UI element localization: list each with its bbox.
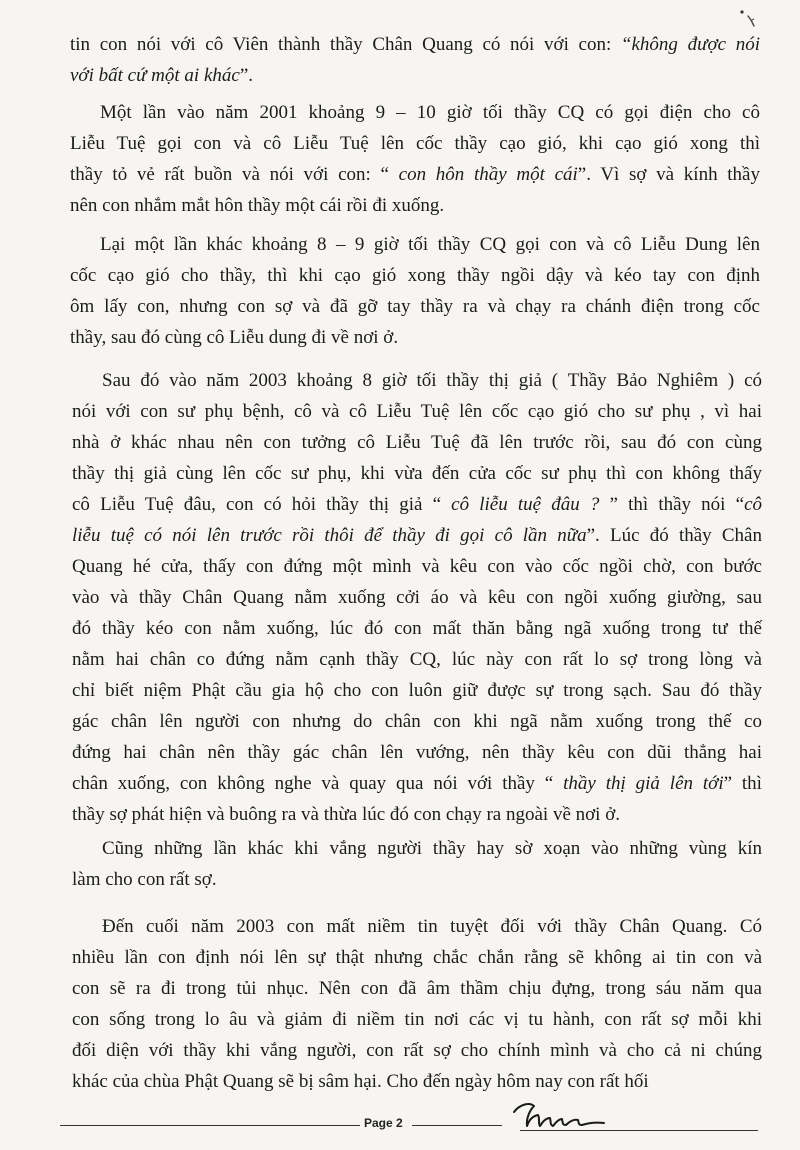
text-line [70,128,760,159]
quoted-speech: “không được nói [620,34,760,55]
text-run: đối diện với thầy khi vắng người, con rất sợ cho chính mình và cho cả ni chúng [72,1040,762,1061]
text-run: tin con nói với cô Viên thành thầy Chân Quang có nói với con: [70,34,621,55]
quoted-speech: cô [744,494,762,515]
text-line [70,97,760,128]
text-run: Liễu Tuệ gọi con và cô Liễu Tuệ lên cốc thầy cạo gió, khi cạo gió xong thì [70,133,760,154]
paragraph-5 [72,833,762,895]
text-run: nằm hai chân co đứng nằm cạnh thầy CQ, lúc này con rất lo sợ trong lòng và [72,649,762,670]
text-run: nên con nhắm mắt hôn thầy một cái rồi đi xuống. [70,195,445,216]
text-run: nhiều lần con định nói lên sự thật nhưng chắc chắn rằng sẽ không ai tin con và [72,947,762,968]
text-line [72,458,762,489]
text-line [72,768,762,799]
text-line [72,644,762,675]
text-run: làm cho con rất sợ. [72,869,217,890]
footer-rule-left [60,1125,360,1126]
paragraph-1 [70,29,760,91]
quoted-speech: liễu tuệ có nói lên trước rồi thôi để thầy đi gọi cô lần nữa [72,525,587,546]
text-line [72,973,762,1004]
text-run: thầy thị giả cùng lên cốc sư phụ, khi vừa đến cửa cốc sư phụ thì con không thấy [72,463,762,484]
text-line [72,706,762,737]
text-run: Cũng những lần khác khi vắng người thầy hay sờ xoạn vào những vùng kín [102,838,762,859]
text-run: thầy sợ phát hiện và buông ra và thừa lúc đó con chạy ra ngoài về nơi ở. [72,804,621,825]
text-line [72,737,762,768]
text-run: thầy, sau đó cùng cô Liễu dung đi về nơi ở. [70,327,399,348]
text-line [70,29,760,60]
text-run: cô Liễu Tuệ đâu, con có hỏi thầy thị giả “ [72,494,452,515]
text-line [70,260,760,291]
text-line [72,365,762,396]
footer-rule-right [412,1125,502,1126]
text-run: ” thì thầy nói “ [599,494,745,515]
text-run: nói với con sư phụ bệnh, cô và cô Liễu Tuệ lên cốc cạo gió cho sư phụ , vì hai [72,401,762,422]
text-run: gác chân lên người con nhưng do chân con khi ngã nằm xuống trong thế co [72,711,762,732]
text-run: cốc cạo gió cho thầy, thì khi cạo gió xong thầy ngồi dậy và kéo tay con định [70,265,760,286]
text-run: nhà ở khác nhau nên con tưởng cô Liễu Tuệ đã lên trước rồi, sau đó con cùng [72,432,762,453]
quoted-speech: con hôn thầy một cái [398,164,578,185]
text-line [72,396,762,427]
text-line [72,833,762,864]
text-run: Quang hé cửa, thấy con đứng một mình và kêu con vào cốc ngồi chờ, con bước [72,556,762,577]
text-line [70,322,760,353]
text-line [72,864,762,895]
text-run: ”. Lúc đó thầy Chân [586,525,762,546]
quoted-speech: với bất cứ một ai khác [70,65,240,86]
text-run: chân xuống, con không nghe và quay qua nói với thầy “ [72,773,564,794]
text-line [72,1004,762,1035]
text-run: ”. Vì sợ và kính thầy [577,164,760,185]
text-line [72,942,762,973]
text-line [72,675,762,706]
text-run: ” thì [723,773,762,794]
page-number: Page 2 [364,1116,403,1130]
text-line [70,291,760,322]
text-run: đó thầy kéo con nằm xuống, lúc đó con mất thăn bằng ngã xuống trong tư thế [72,618,762,639]
stray-mark-icon [738,6,768,46]
text-line [72,1066,762,1097]
text-line [72,582,762,613]
page-footer [0,1108,800,1148]
text-run: Lại một lần khác khoảng 8 – 9 giờ tối thầy CQ gọi con và cô Liễu Dung lên [100,234,760,255]
footer-rule-sig [520,1130,758,1131]
text-line [70,190,760,221]
text-run: chỉ biết niệm Phật cầu gia hộ cho con luôn giữ được sự trong sạch. Sau đó thầy [72,680,762,701]
text-run: đứng hai chân nên thầy gác chân lên vướng, nên thầy kêu con dũi thẳng hai [72,742,762,763]
paragraph-6 [72,911,762,1097]
text-line [72,520,762,551]
text-line [70,229,760,260]
text-run: con sẽ ra đi trong tủi nhục. Nên con đã âm thầm chịu đựng, trong sáu năm qua [72,978,762,999]
text-run: Đến cuối năm 2003 con mất niềm tin tuyệt đối với thầy Chân Quang. Có [102,916,762,937]
text-line [72,911,762,942]
text-run: Một lần vào năm 2001 khoảng 9 – 10 giờ tối thầy CQ có gọi điện cho cô [100,102,760,123]
text-run: Sau đó vào năm 2003 khoảng 8 giờ tối thầy thị giả ( Thầy Bảo Nghiêm ) có [102,370,762,391]
text-line [72,613,762,644]
quoted-speech: cô liễu tuệ đâu ? [451,494,600,515]
text-run: khác của chùa Phật Quang sẽ bị sâm hại. Cho đến ngày hôm nay con rất hối [72,1071,649,1092]
text-run: ôm lấy con, nhưng con sợ và đã gỡ tay thầy ra và chạy ra chánh điện trong cốc [70,296,760,317]
text-run: thầy tỏ vẻ rất buồn và nói với con: “ [70,164,399,185]
text-run: con sống trong lo âu và giảm đi niềm tin nơi các vị tu hành, con rất sợ mỗi khi [72,1009,762,1030]
signature-icon [500,1094,620,1138]
text-line [72,427,762,458]
quoted-speech: thầy thị giả lên tới [563,773,724,794]
text-run: vào và thầy Chân Quang nằm xuống cởi áo và kêu con ngồi xuống giường, sau [72,587,762,608]
paragraph-4 [72,365,762,830]
text-run: ”. [239,65,254,86]
text-line [70,159,760,190]
text-line [70,60,760,91]
text-line [72,799,762,830]
text-line [72,1035,762,1066]
text-line [72,489,762,520]
text-line [72,551,762,582]
paragraph-2 [70,97,760,221]
paragraph-3 [70,229,760,353]
